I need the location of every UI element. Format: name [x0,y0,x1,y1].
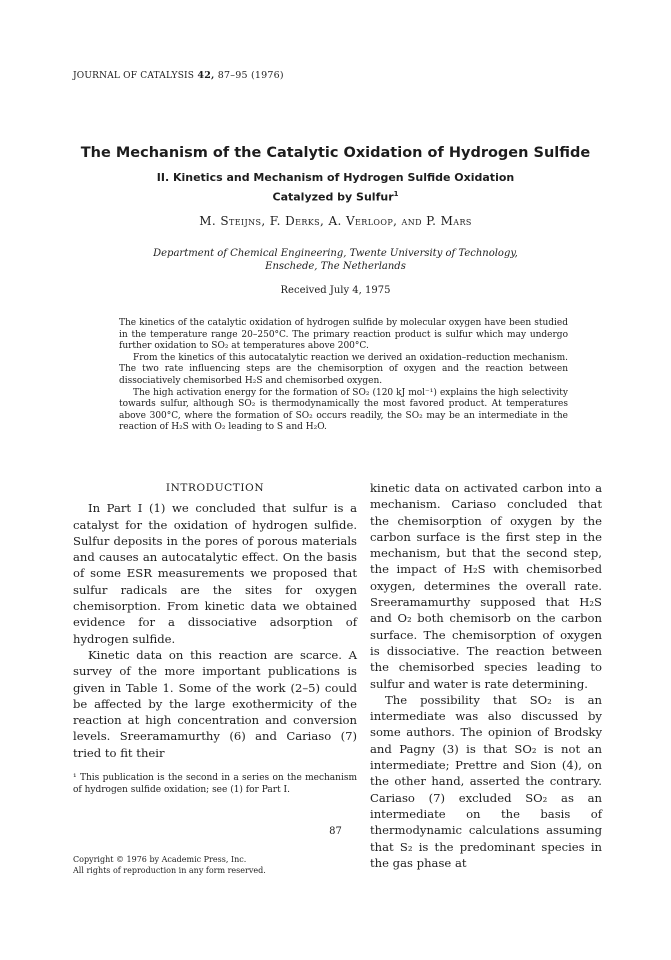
abstract-paragraph: The kinetics of the catalytic oxidation of hydrogen sulfide by molecular oxygen have been studied in the temperature range 20–250°C. The primary reaction product is sulfur which may undergo further oxidation to SO₂ at temperatures above 200°C. [119,318,568,352]
subtitle-line-2: Catalyzed by Sulfur$^1$ [272,190,399,204]
body-column-left [73,480,357,761]
paper-title: The Mechanism of the Catalytic Oxidation of Hydrogen Sulfide [80,145,591,161]
abstract-paragraph: From the kinetics of this autocatalytic reaction we derived an oxidation–reduction mechanism. The two rate influencing steps are the chemisorption of oxygen and the reaction between dissociatively chemisorbed H₂S and chemisorbed oxygen. [119,352,568,386]
copyright-notice [73,855,266,876]
received-date: Received July 4, 1975 [280,285,391,296]
affiliation-line-2: Enschede, The Netherlands [265,261,406,272]
body-paragraph: Kinetic data on this reaction are scarce. A survey of the more important publications is given in Table 1. Some of the work (2–5) could be affected by the large exothermicity of the reaction at high concentration and conversion levels. Sreeramamurthy (6) and Cariaso (7) tried to fit their [73,647,357,760]
journal-pages: 87–95 (1976) [217,70,284,81]
subtitle-line-1: II. Kinetics and Mechanism of Hydrogen Sulfide Oxidation [156,171,515,184]
affiliation [0,247,671,273]
footnote-marker: 1 [393,190,399,198]
journal-name: JOURNAL OF CATALYSIS [73,71,195,81]
body-paragraph: The possibility that SO₂ is an intermediate was also discussed by some authors. The opinion of Brodsky and Pagny (3) is that SO₂ is not an intermediate; Prettre and Sion (4), on the other hand, asserted the contrary. Cariaso (7) excluded SO₂ as an intermediate on the basis of thermodynamic calculations assuming that S₂ is the predominant species in the gas phase at [370,692,602,870]
footnote: ¹ This publication is the second in a series on the mechanism of hydrogen sulfide oxidation; see (1) for Part I. [73,773,357,795]
paper-subtitle [0,169,671,206]
body-column-right [370,480,602,871]
section-heading: INTRODUCTION [165,482,265,494]
page-number: 87 [329,826,342,837]
abstract-paragraph: The high activation energy for the formation of SO₂ (120 kJ mol⁻¹) explains the high selectivity towards sulfur, although SO₂ is thermodynamically the most favored product. At temperatures above 300°C, where the formation of SO₂ occurs readily, the SO₂ may be an intermediate in the reaction of H₂S with O₂ leading to S and H₂O. [119,387,568,433]
journal-header [73,70,284,81]
abstract [119,318,568,434]
affiliation-line-1: Department of Chemical Engineering, Twente University of Technology, [153,248,518,259]
authors: M. Steijns, F. Derks, A. Verloop, and P. Mars [199,214,472,228]
body-paragraph: In Part I (1) we concluded that sulfur is a catalyst for the oxidation of hydrogen sulfide. Sulfur deposits in the pores of porous materials and causes an autocatalytic effect. On the basis of some ESR measurements we proposed that sulfur radicals are the sites for oxygen chemisorption. From kinetic data we obtained evidence for a dissociative adsorption of hydrogen sulfide. [73,501,357,646]
journal-volume: 42, [197,70,215,81]
copyright-line-1: Copyright © 1976 by Academic Press, Inc. [73,855,247,864]
body-paragraph: kinetic data on activated carbon into a mechanism. Cariaso concluded that the chemisorption of oxygen by the carbon surface is the first step in the mechanism, but that the second step, the impact of H₂S with chemisorbed oxygen, determines the overall rate. Sreeramamurthy supposed that H₂S and O₂ both chemisorb on the carbon surface. The chemisorption of oxygen is dissociative. The reaction between the chemisorbed species leading to sulfur and water is rate determining. [370,481,602,691]
copyright-line-2: All rights of reproduction in any form reserved. [73,865,266,875]
